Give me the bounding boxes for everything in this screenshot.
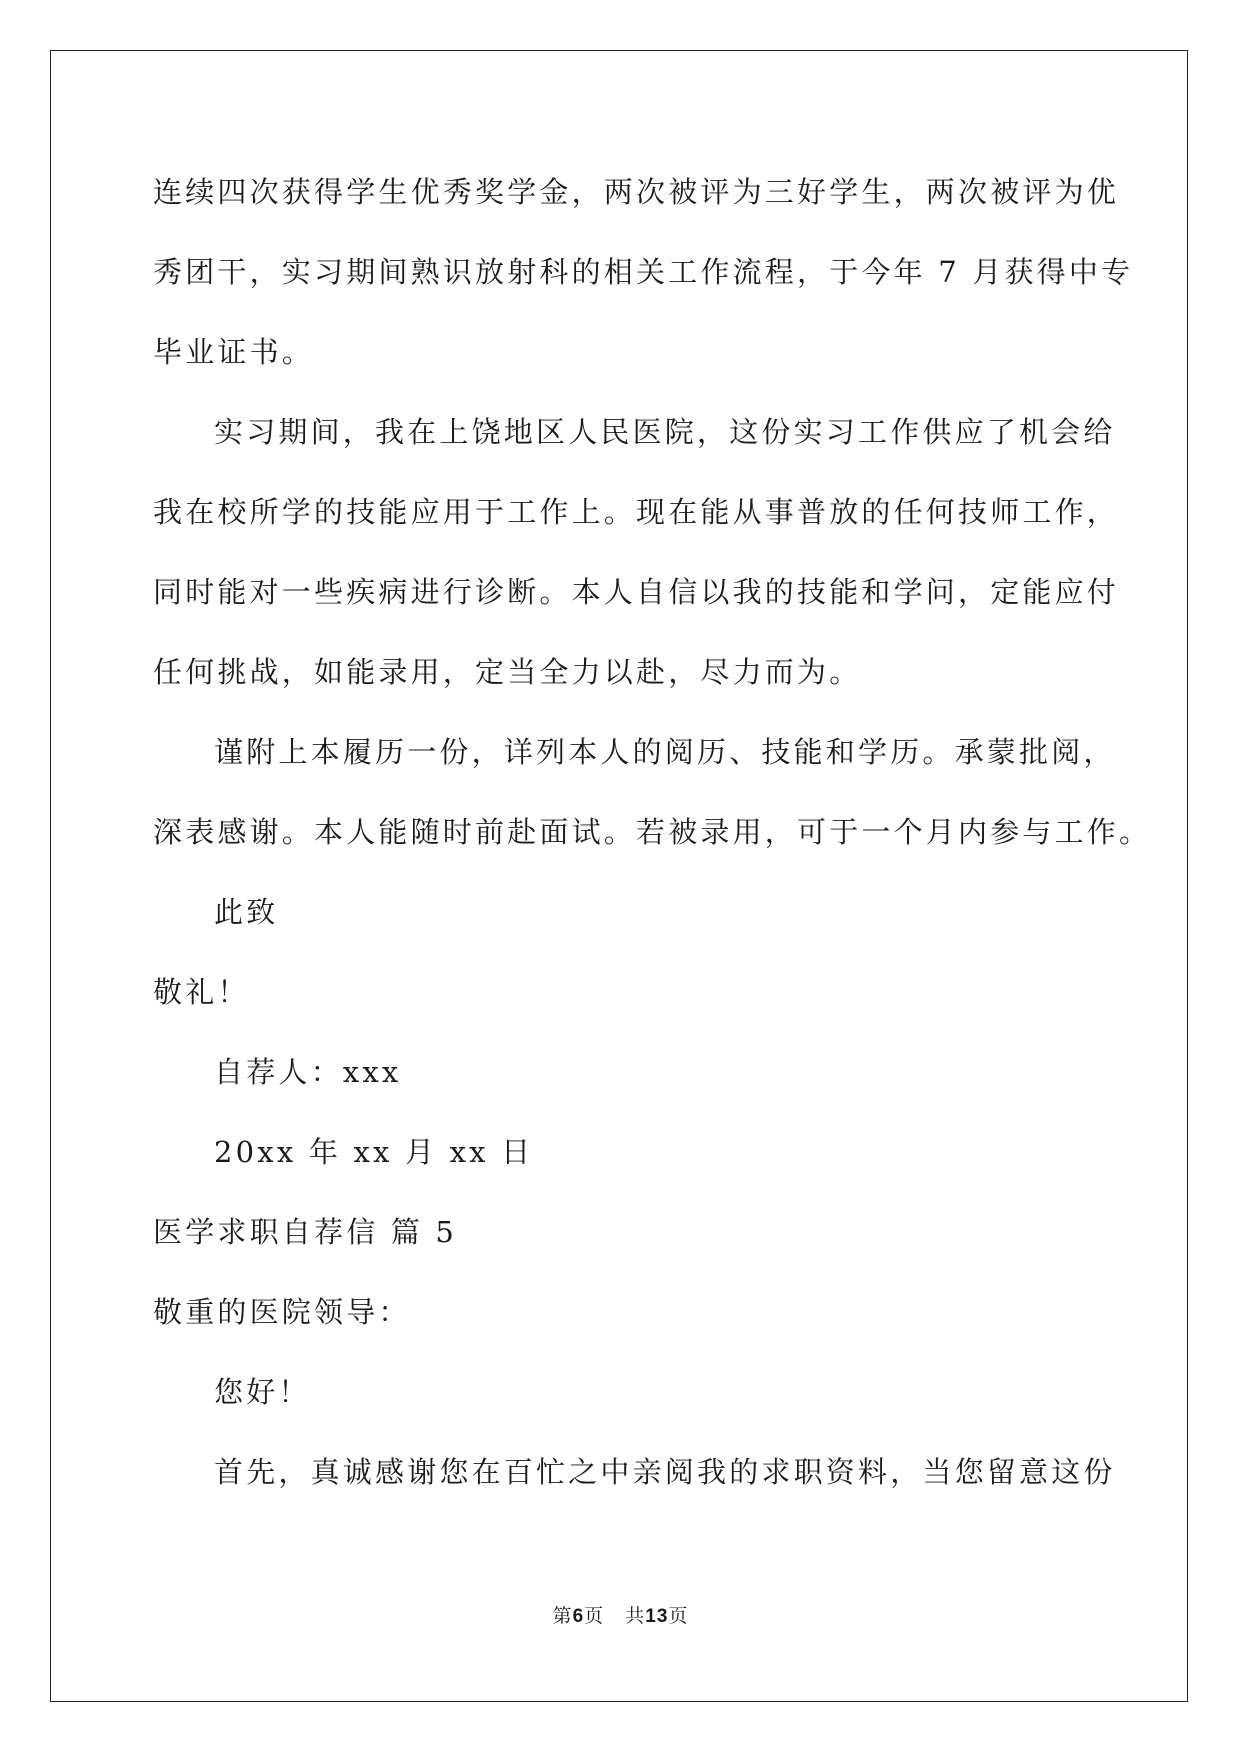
greeting: 您好！ xyxy=(214,1375,311,1409)
signature-line: 自荐人：xxx xyxy=(214,1055,402,1089)
text-line: 深表感谢。本人能随时前赴面试。若被录用，可于一个月内参与工作。 xyxy=(153,815,1152,849)
text-line: 连续四次获得学生优秀奖学金，两次被评为三好学生，两次被评为优 xyxy=(153,175,1120,209)
footer-total-prefix: 共 xyxy=(625,1605,646,1627)
text-line: 首先，真诚感谢您在百忙之中亲阅我的求职资料，当您留意这份 xyxy=(214,1455,1116,1489)
text-line: 同时能对一些疾病进行诊断。本人自信以我的技能和学问，定能应付 xyxy=(153,575,1120,609)
footer-prefix: 第 xyxy=(552,1605,573,1627)
greeting-recipient: 敬重的医院领导： xyxy=(153,1295,411,1329)
closing-regards: 敬礼！ xyxy=(153,975,250,1009)
text-line: 任何挑战，如能录用，定当全力以赴，尽力而为。 xyxy=(153,655,862,689)
section-heading: 医学求职自荐信 篇 5 xyxy=(153,1215,458,1249)
footer-total-suffix: 页 xyxy=(668,1605,689,1627)
closing-salutation: 此致 xyxy=(214,895,279,929)
text-line: 实习期间，我在上饶地区人民医院，这份实习工作供应了机会给 xyxy=(214,415,1116,449)
date-line: 20xx 年 xx 月 xx 日 xyxy=(214,1135,534,1169)
footer-page-suffix: 页 xyxy=(584,1605,605,1627)
page-footer xyxy=(0,1604,1241,1629)
text-line: 秀团干，实习期间熟识放射科的相关工作流程，于今年 7 月获得中专 xyxy=(153,255,1134,289)
total-pages: 13 xyxy=(645,1606,669,1627)
text-line: 谨附上本履历一份，详列本人的阅历、技能和学历。承蒙批阅， xyxy=(214,735,1116,769)
text-line: 毕业证书。 xyxy=(153,335,315,369)
text-line: 我在校所学的技能应用于工作上。现在能从事普放的任何技师工作， xyxy=(153,495,1120,529)
page-number: 6 xyxy=(572,1606,585,1627)
